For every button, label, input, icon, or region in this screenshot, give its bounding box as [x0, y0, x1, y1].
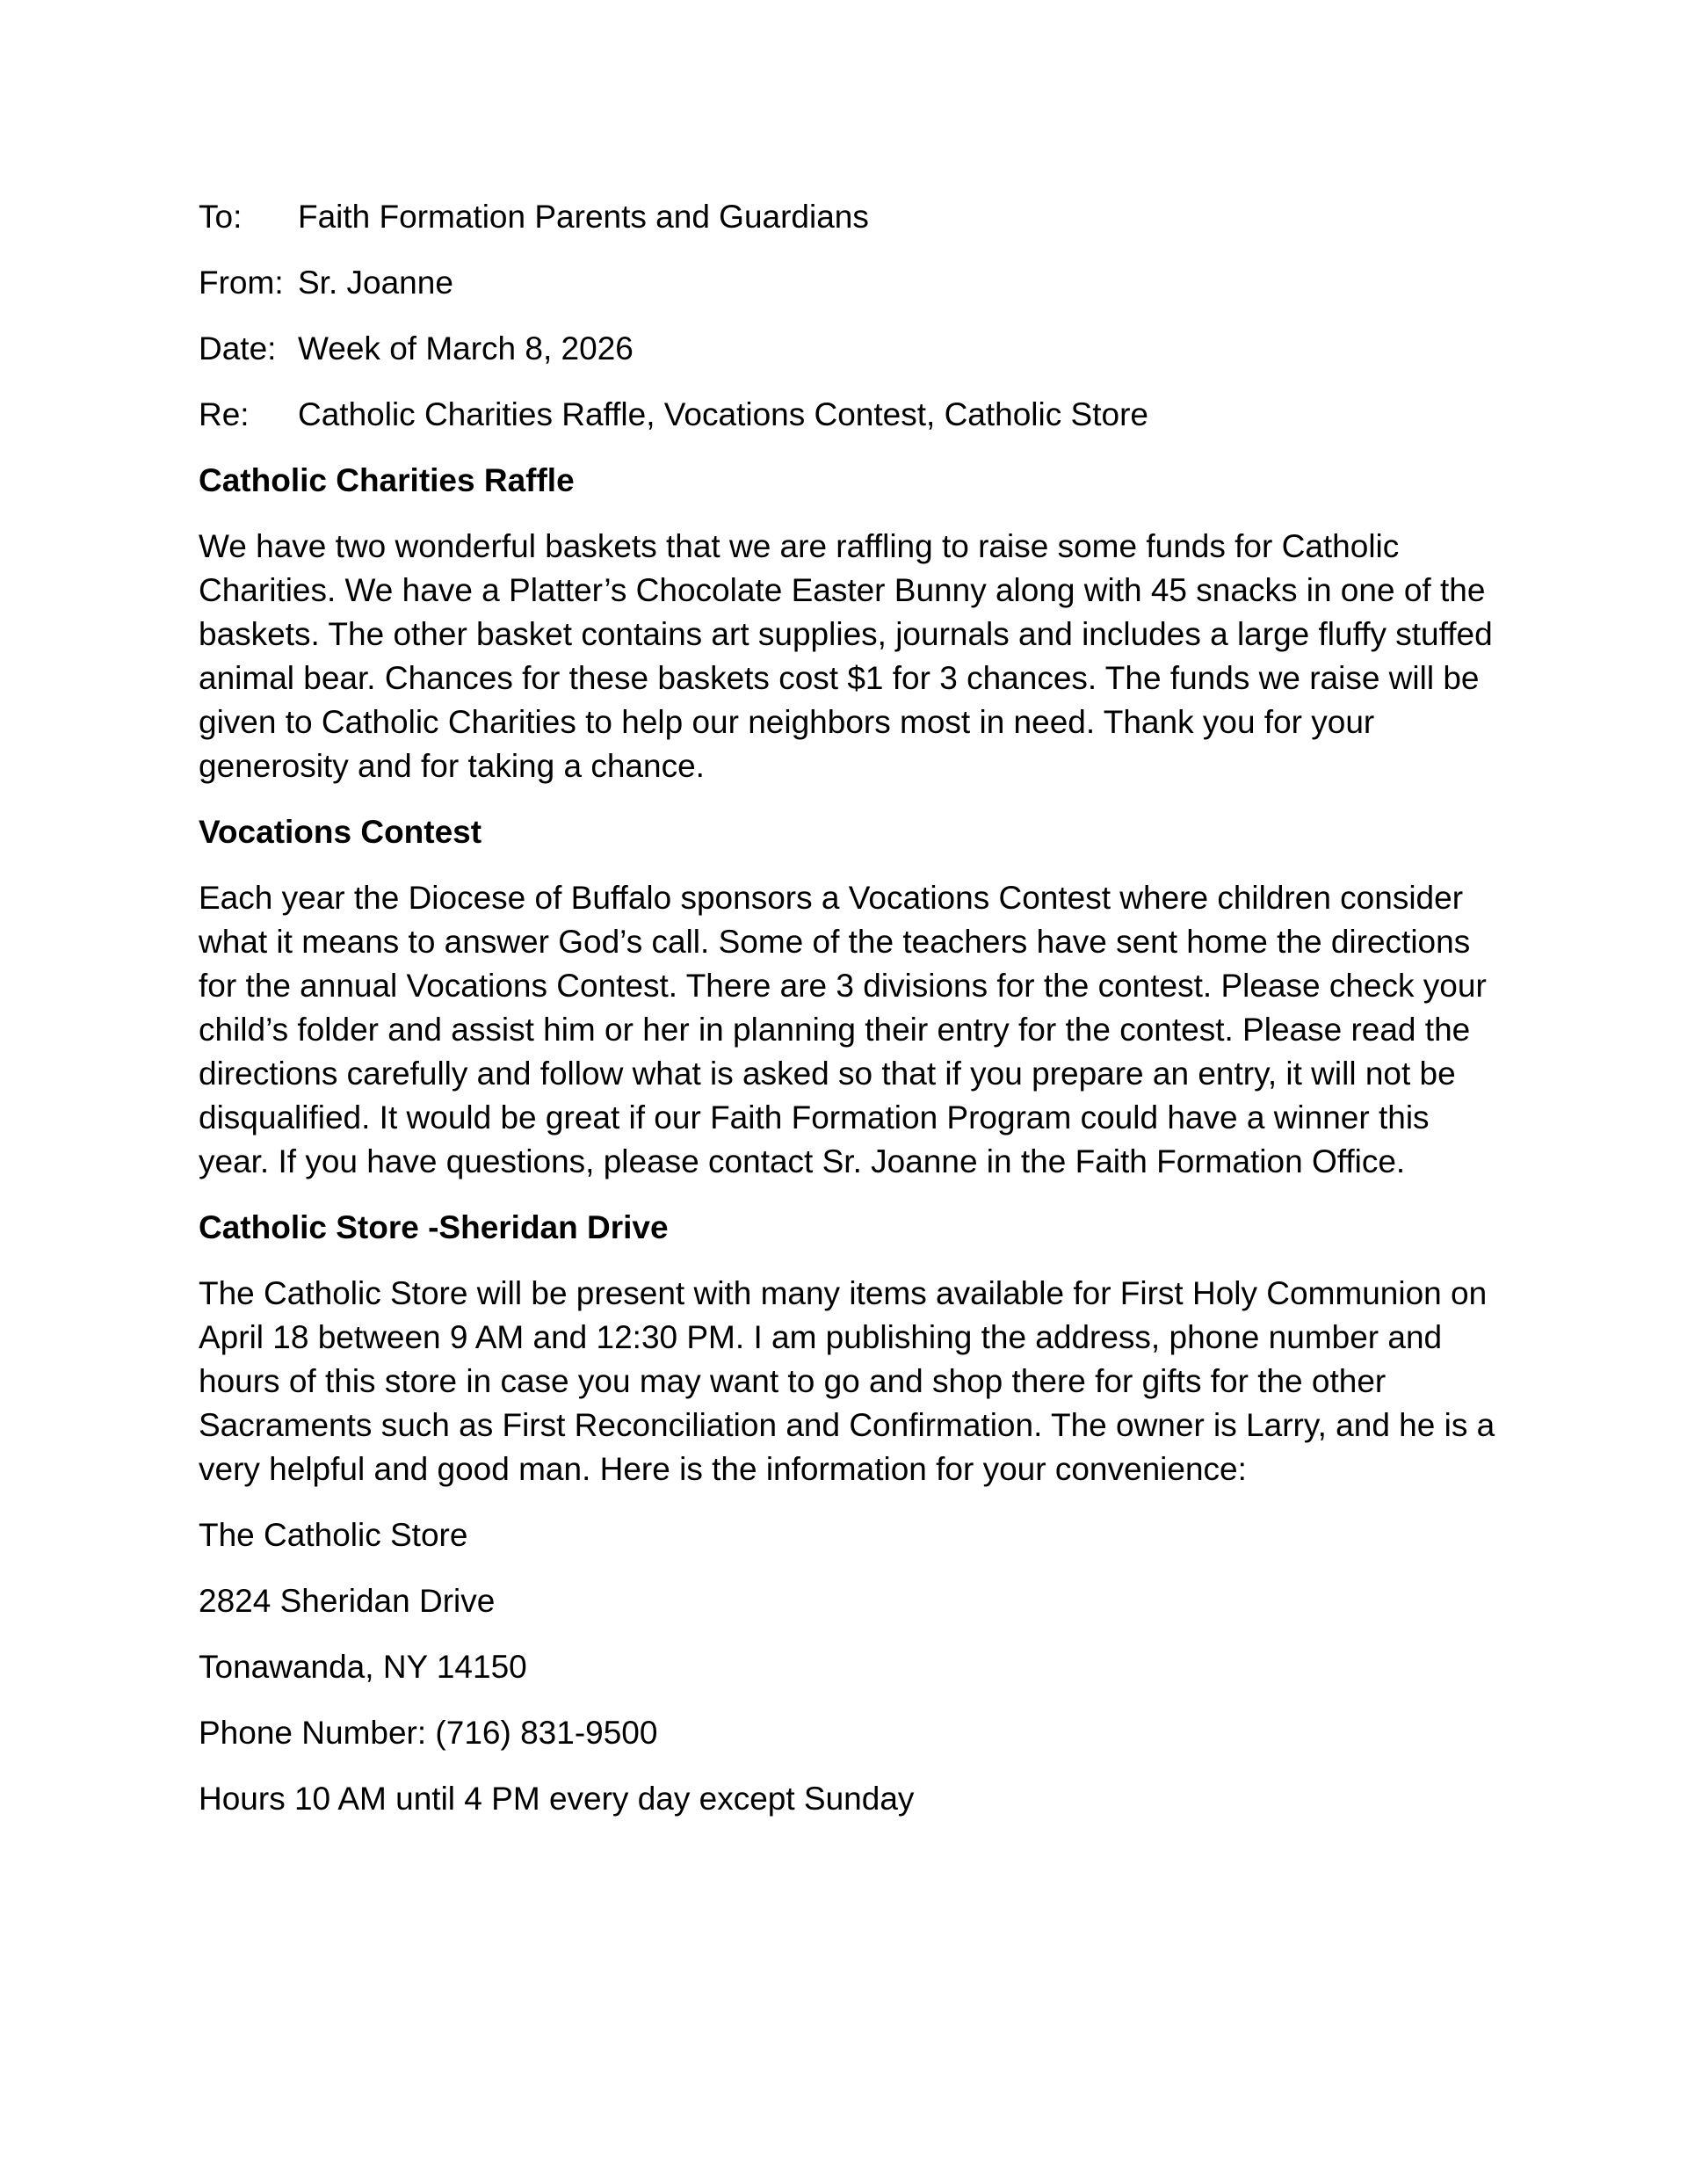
memo-from-value: Sr. Joanne — [298, 265, 453, 301]
store-paragraph: The Catholic Store will be present with many items available for First Holy Communion on April 18 between 9 AM and 12:30 PM. I am publishing the address, phone number and hours of this store in case you may want to go and shop there for gifts for the other Sacraments such as First Reconciliation and Confirmation. The owner is Larry, and he is a very helpful and good man. Here is the information for your convenience: — [199, 1275, 1495, 1487]
store-hours: Hours 10 AM until 4 PM every day except Sunday — [199, 1781, 915, 1817]
memo-re-row — [199, 393, 1499, 437]
memo-re-label: Re: — [199, 396, 250, 432]
vocations-paragraph: Each year the Diocese of Buffalo sponsors a Vocations Contest where children consider what it means to answer God’s call. Some of the teachers have sent home the directions for the annual Vocations Contest. There are 3 divisions for the contest. Please check your child’s folder and assist him or her in planning their entry for the contest. Please read the directions carefully and follow what is asked so that if you prepare an entry, it will not be disqualified. It would be great if our Faith Formation Program could have a winner this year. If you have questions, please contact Sr. Joanne in the Faith Formation Office. — [199, 880, 1487, 1179]
memo-date-value: Week of March 8, 2026 — [298, 330, 634, 366]
store-phone: Phone Number: (716) 831-9500 — [199, 1715, 658, 1751]
memo-date-label: Date: — [199, 330, 277, 366]
memo-to-label: To: — [199, 199, 243, 235]
raffle-paragraph: We have two wonderful baskets that we are raffling to raise some funds for Catholic Charities. We have a Platter’s Chocolate Easter Bunny along with 45 snacks in one of the baskets. The other basket contains art supplies, journals and includes a large fluffy stuffed animal bear. Chances for these baskets cost $1 for 3 chances. The funds we raise will be given to Catholic Charities to help our neighbors most in need. Thank you for your generosity and for taking a chance. — [199, 528, 1493, 784]
memo-to-row — [199, 195, 1499, 239]
memo-from-label: From: — [199, 265, 284, 301]
memo-re-value: Catholic Charities Raffle, Vocations Contest, Catholic Store — [298, 396, 1148, 432]
store-name: The Catholic Store — [199, 1517, 468, 1553]
memo-date-row — [199, 327, 1499, 371]
vocations-heading: Vocations Contest — [199, 814, 482, 850]
store-street: 2824 Sheridan Drive — [199, 1583, 496, 1619]
store-heading: Catholic Store -Sheridan Drive — [199, 1209, 669, 1245]
memo-from-row — [199, 261, 1499, 305]
memo-to-value: Faith Formation Parents and Guardians — [298, 199, 869, 235]
raffle-heading: Catholic Charities Raffle — [199, 462, 575, 498]
memo-page — [199, 195, 1499, 1843]
store-city: Tonawanda, NY 14150 — [199, 1649, 527, 1685]
